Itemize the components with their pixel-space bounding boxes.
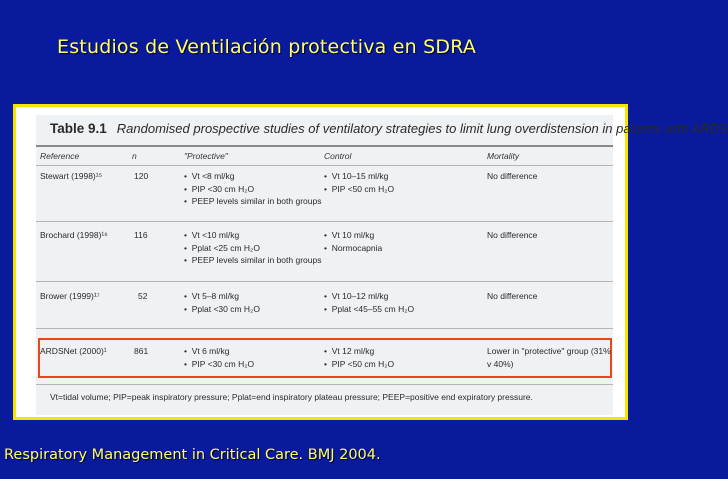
mortality-line: Lower in "protective" group (31%: [487, 346, 611, 356]
row-divider: [36, 221, 613, 222]
list-item: • Pplat <30 cm H₂O: [184, 303, 260, 316]
cell-protective: [184, 290, 260, 315]
row-divider: [36, 281, 613, 282]
mortality-line: v 40%): [487, 358, 514, 369]
list-item: • Vt 10–15 ml/kg: [324, 170, 394, 183]
cell-n: 861: [134, 346, 149, 356]
table-number: Table 9.1: [50, 121, 107, 136]
cell-protective: [184, 170, 321, 208]
list-item: • Vt 10–12 ml/kg: [324, 290, 414, 303]
list-item: • PIP <50 cm H₂O: [324, 183, 394, 196]
header-control: Control: [324, 151, 352, 161]
list-item: • Vt <8 ml/kg: [184, 170, 321, 183]
list-item: • PIP <30 cm H₂O: [184, 183, 321, 196]
list-item: • PIP <50 cm H₂O: [324, 358, 394, 371]
list-item: • PIP <30 cm H₂O: [184, 358, 254, 371]
row-divider: [36, 328, 613, 329]
cell-mortality: No difference: [487, 291, 538, 301]
list-item: • Pplat <25 cm H₂O: [184, 242, 321, 255]
cell-control: [324, 345, 394, 370]
cell-mortality: [487, 345, 611, 370]
cell-n: 116: [134, 230, 148, 240]
row-divider: [36, 165, 613, 166]
row-divider: [36, 384, 613, 385]
cell-n: 52: [138, 291, 148, 301]
cell-mortality: No difference: [487, 171, 538, 181]
list-item: • Vt 5–8 ml/kg: [184, 290, 260, 303]
header-rule: [36, 145, 613, 147]
header-protective: "Protective": [184, 151, 228, 161]
cell-n: 120: [134, 171, 149, 181]
table-caption: [50, 121, 728, 136]
table-caption-text: Randomised prospective studies of ventilatory strategies to limit lung overdistension in patients with ARDS: [116, 121, 728, 136]
cell-reference: Brochard (1998)¹⁶: [40, 230, 108, 240]
header-reference: Reference: [40, 151, 80, 161]
slide-title: Estudios de Ventilación protectiva en SDRA: [57, 36, 477, 58]
cell-control: [324, 290, 414, 315]
cell-control: [324, 170, 394, 195]
cell-control: [324, 229, 382, 254]
list-item: • Normocapnia: [324, 242, 382, 255]
list-item: • Vt 10 ml/kg: [324, 229, 382, 242]
list-item: • Vt 12 ml/kg: [324, 345, 394, 358]
cell-reference: ARDSNet (2000)¹: [40, 346, 107, 356]
data-table: [36, 115, 728, 415]
cell-protective: [184, 229, 321, 267]
header-mortality: Mortality: [487, 151, 520, 161]
list-item: • Pplat <45–55 cm H₂O: [324, 303, 414, 316]
cell-protective: [184, 345, 254, 370]
table-footnote: Vt=tidal volume; PIP=peak inspiratory pressure; Pplat=end inspiratory plateau pressure; PEEP=positive end expiratory pressure.: [50, 392, 533, 402]
header-n: n: [132, 151, 137, 161]
list-item: • PEEP levels similar in both groups: [184, 195, 321, 208]
list-item: • Vt 6 ml/kg: [184, 345, 254, 358]
cell-reference: Brower (1999)¹⁷: [40, 291, 100, 301]
list-item: • PEEP levels similar in both groups: [184, 254, 321, 267]
source-reference: Respiratory Management in Critical Care. BMJ 2004.: [4, 447, 381, 463]
cell-reference: Stewart (1998)¹⁵: [40, 171, 103, 181]
list-item: • Vt <10 ml/kg: [184, 229, 321, 242]
cell-mortality: No difference: [487, 230, 538, 240]
table-image-frame: [13, 104, 728, 420]
